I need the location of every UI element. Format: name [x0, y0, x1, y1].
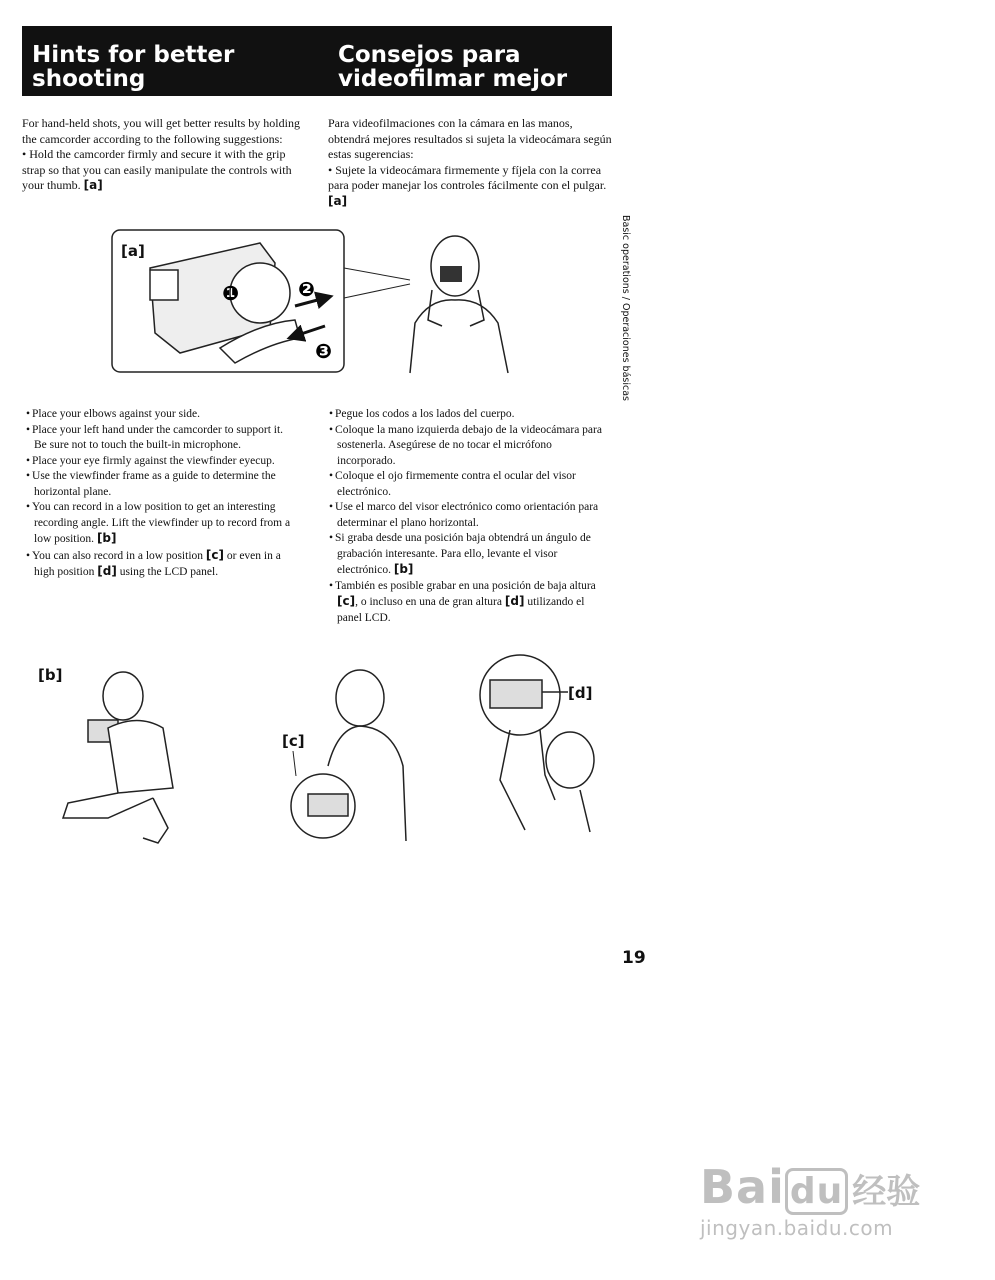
figure-a-illustration — [110, 228, 520, 378]
figure-b-label: [b] — [38, 666, 63, 684]
watermark-url: jingyan.baidu.com — [700, 1216, 894, 1240]
watermark-brand-b: du — [785, 1168, 848, 1215]
intro-english-bullet: • Hold the camcorder firmly and secure it with the grip strap so that you can easily manipulate the controls with your thumb. [a] — [22, 147, 292, 192]
bullet-en-lcd: • You can also record in a low position [c] or even in a high position [d] using the LCD panel. — [26, 548, 296, 581]
figure-d-label: [d] — [568, 684, 593, 702]
title-english: Hints for better shooting — [32, 42, 235, 92]
bullets-english — [26, 407, 296, 581]
bullet-en-eyecup: • Place your eye firmly against the viewfinder eyecup. — [26, 454, 296, 470]
figure-d-illustration — [470, 650, 605, 835]
watermark-brand-cn: 经验 — [852, 1172, 921, 1212]
step-2-marker: ❷ — [298, 277, 315, 301]
bullet-es-lcd: • También es posible grabar en una posición de baja altura [c], o incluso en una de gran altura [d] utilizando el panel LCD. — [329, 579, 607, 627]
bullet-en-frame: • Use the viewfinder frame as a guide to determine the horizontal plane. — [26, 469, 296, 500]
baidu-watermark — [700, 1160, 921, 1240]
figure-a-label: [a] — [121, 242, 145, 260]
step-1-marker: ❶ — [222, 281, 239, 305]
bullet-es-marco: • Use el marco del visor electrónico como orientación para determinar el plano horizontal. — [329, 500, 607, 531]
section-sidebar-label: Basic operations / Operaciones básicas — [620, 215, 631, 401]
intro-spanish — [328, 116, 613, 209]
page-number: 19 — [622, 948, 646, 968]
figure-c-label: [c] — [282, 732, 305, 750]
intro-spanish-bullet: • Sujete la videocámara firmemente y fíjela con la correa para poder manejar los controles fácilmente con el pulgar. [a] — [328, 162, 607, 208]
figure-c-illustration — [288, 666, 413, 846]
watermark-brand-a: Bai — [700, 1160, 785, 1214]
bullet-en-low-position: • You can record in a low position to get an interesting recording angle. Lift the viewfinder up to record from a low position. [b] — [26, 500, 296, 548]
intro-spanish-text: Para videofilmaciones con la cámara en las manos, obtendrá mejores resultados si sujeta la videocámara según estas sugerencias: — [328, 116, 612, 161]
title-spanish: Consejos para videofilmar mejor — [338, 42, 568, 92]
bullet-es-codos: • Pegue los codos a los lados del cuerpo. — [329, 407, 607, 423]
bullet-es-posicion-baja: • Si graba desde una posición baja obtendrá un ángulo de grabación interesante. Para ello, levante el visor electrónico. [b] — [329, 531, 607, 579]
header-banner — [22, 26, 612, 96]
intro-english — [22, 116, 302, 194]
figure-b-illustration — [58, 668, 183, 848]
step-3-marker: ❸ — [315, 339, 332, 363]
bullet-es-mano: • Coloque la mano izquierda debajo de la videocámara para sostenerla. Asegúrese de no tocar el micrófono incorporado. — [329, 423, 607, 470]
intro-english-text: For hand-held shots, you will get better results by holding the camcorder according to the following suggestions: — [22, 116, 300, 146]
section-sidebar — [617, 215, 632, 430]
bullet-en-left-hand: • Place your left hand under the camcorder to support it. Be sure not to touch the built-in microphone. — [26, 423, 296, 454]
bullet-en-elbows: • Place your elbows against your side. — [26, 407, 296, 423]
bullet-es-ojo: • Coloque el ojo firmemente contra el ocular del visor electrónico. — [329, 469, 607, 500]
bullets-spanish — [329, 407, 607, 626]
